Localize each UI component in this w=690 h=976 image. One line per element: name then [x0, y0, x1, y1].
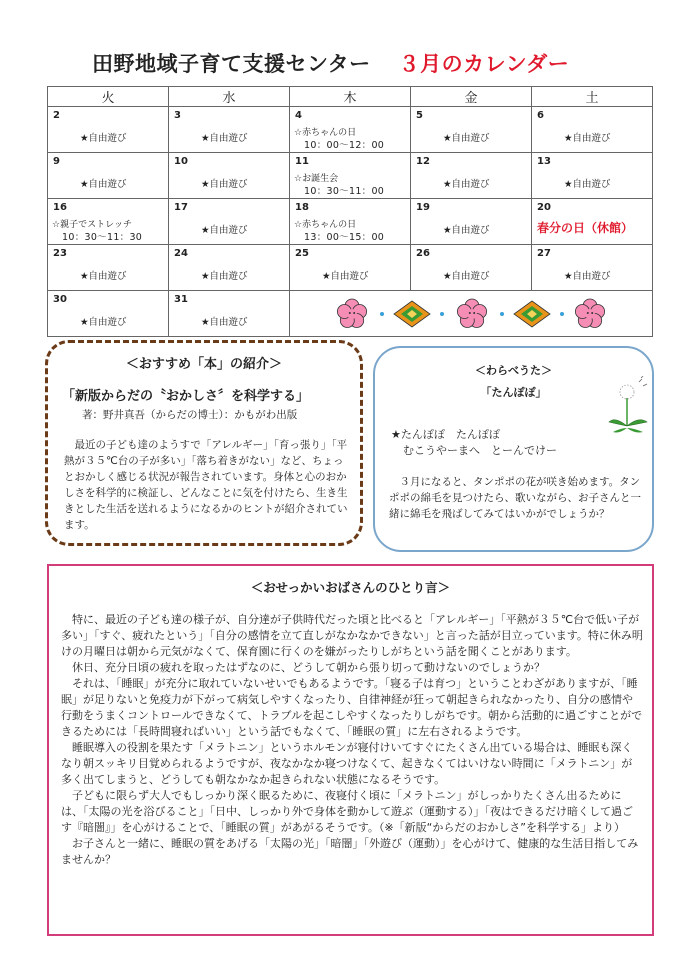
day-number: 25: [295, 248, 309, 259]
flower-icon: [575, 299, 604, 328]
day-number: 31: [174, 294, 188, 305]
diamond-icon: [514, 301, 550, 327]
calendar-day: [532, 153, 653, 199]
calendar-week: [48, 107, 653, 153]
calendar-day: [290, 199, 411, 245]
calendar-day: [411, 199, 532, 245]
weekday-thu: 木: [290, 87, 411, 107]
day-number: 18: [295, 202, 309, 213]
day-number: 23: [53, 248, 67, 259]
day-number: 9: [53, 156, 60, 167]
paragraph: お子さんと一緒に、睡眠の質をあげる「太陽の光」「暗闇」「外遊び（運動）」を心がけて、健康的な生活目指してみませんか？: [61, 837, 639, 866]
day-number: 2: [53, 110, 60, 121]
day-number: 16: [53, 202, 67, 213]
paragraph: 睡眠導入の役割を果たす「メラトニン」というホルモンが寝付けいてすぐにたくさん出ている場合は、睡眠も深くなり朝スッキリ目覚められるようですが、夜なかなか寝つけなくて、起きなくてはいけない時間に「メラトニン」が多く出てしまうと、どうしても朝なかなか起きられない状態になるそうです。: [61, 741, 633, 786]
warabeuta-box: [373, 346, 654, 552]
day-number: 24: [174, 248, 188, 259]
osekkai-box: [47, 564, 654, 936]
calendar-day: [532, 245, 653, 291]
day-number: 11: [295, 156, 309, 167]
day-number: 30: [53, 294, 67, 305]
calendar-day: [411, 153, 532, 199]
day-event: ★自由遊び: [201, 271, 248, 282]
dot-icon: [500, 312, 504, 316]
calendar-day: [169, 245, 290, 291]
day-number: 4: [295, 110, 302, 121]
event-time: 10：30～11：00: [304, 186, 385, 197]
calendar-table: [47, 86, 653, 337]
day-event: ★自由遊び: [201, 317, 248, 328]
book-author: 著：野井真吾（からだの博士）：かもがわ出版: [82, 409, 298, 421]
paragraph: 特に、最近の子ども達の様子が、自分達が子供時代だった頃と比べると「アレルギー」「平熱が３５℃台で低い子が多い」「すぐ、疲れたという」「自分の感情を立て直しがなかなかできない」と言った話が目立っています。特に休み明けの月曜日は朝から元気がなくて、保育園に行くのを嫌がったりしがちという話を聞くことがあります。: [61, 613, 643, 658]
center-name: 田野地域子育て支援センター: [92, 52, 371, 76]
day-event: ★自由遊び: [80, 317, 127, 328]
day-number: 19: [416, 202, 430, 213]
day-number: 17: [174, 202, 188, 213]
calendar-day: [48, 153, 169, 199]
calendar-week: [48, 199, 653, 245]
day-event: ★自由遊び: [564, 179, 611, 190]
calendar-day: [169, 291, 290, 337]
weekday-row: [48, 87, 653, 107]
day-event: ★自由遊び: [80, 133, 127, 144]
day-number: 12: [416, 156, 430, 167]
diamond-icon: [394, 301, 430, 327]
calendar-week: [48, 291, 653, 337]
day-event: ★自由遊び: [564, 271, 611, 282]
calendar-day: [169, 153, 290, 199]
special-event: ☆お誕生会: [294, 174, 339, 184]
special-event: ☆赤ちゃんの日: [294, 220, 357, 230]
calendar-day: [169, 107, 290, 153]
calendar-day: [532, 107, 653, 153]
day-number: 3: [174, 110, 181, 121]
calendar-day: [290, 153, 411, 199]
flower-icon: [457, 299, 486, 328]
calendar-day: [48, 245, 169, 291]
day-event: ★自由遊び: [201, 225, 248, 236]
day-event: ★自由遊び: [443, 225, 490, 236]
day-number: 20: [537, 202, 551, 213]
osekkai-body: [61, 612, 643, 868]
day-event: ★自由遊び: [564, 133, 611, 144]
day-number: 26: [416, 248, 430, 259]
dandelion-icon: [603, 376, 653, 438]
day-event: ★自由遊び: [443, 179, 490, 190]
day-number: 6: [537, 110, 544, 121]
calendar-week: [48, 245, 653, 291]
calendar-day: [532, 199, 653, 245]
lyric-line-2: むこうやーまへ とーんでけー: [403, 444, 557, 457]
calendar-week: [48, 153, 653, 199]
day-event: ★自由遊び: [322, 271, 369, 282]
day-number: 10: [174, 156, 188, 167]
calendar-day: [290, 245, 411, 291]
warabeuta-description: ３月になると、タンポポの花が咲き始めます。タンポポの綿毛を見つけたら、歌いながら、お子さんと一緒に綿毛を飛ばしてみてはいかがでしょうか？: [389, 476, 641, 520]
special-event: ☆赤ちゃんの日: [294, 128, 357, 138]
osekkai-heading: ＜おせっかいおばさんのひとり言＞: [250, 580, 451, 595]
paragraph: 休日、充分日頃の疲れを取ったはずなのに、どうして朝から張り切って動けないのでしょうか？: [72, 661, 545, 674]
lyric-line-1: ★たんぽぽ たんぽぽ: [391, 428, 500, 441]
dot-icon: [380, 312, 384, 316]
flower-icon: [337, 299, 366, 328]
special-event: ☆親子でストレッチ: [52, 220, 132, 230]
decoration-cell: [290, 291, 653, 337]
page-title: [92, 48, 612, 76]
event-time: 13：00～15：00: [304, 232, 385, 243]
day-number: 27: [537, 248, 551, 259]
day-event: ★自由遊び: [80, 179, 127, 190]
day-number: 5: [416, 110, 423, 121]
day-number: 13: [537, 156, 551, 167]
dot-icon: [440, 312, 444, 316]
book-heading: ＜おすすめ「本」の紹介＞: [125, 357, 283, 372]
book-title: 「新版からだの〝おかしさ〞を科学する」: [62, 389, 310, 404]
calendar-day: [48, 199, 169, 245]
month-title: ３月のカレンダー: [398, 52, 570, 76]
warabeuta-heading: ＜わらべうた＞: [475, 364, 552, 377]
calendar-day: [290, 107, 411, 153]
event-time: 10：30～11：30: [62, 232, 143, 243]
paragraph: 子どもに限らず大人でもしっかり深く眠るために、夜寝付く頃に「メラトニン」がしっかりたくさん出るためには、「太陽の光を浴びること」「日中、しっかり外で身体を動かして遊ぶ（運動する）」「夜はできるだけ暗くして過ごす『暗闇』」を心がけることで、「睡眠の質」があがるそうです。（※「新版“からだのおかしさ”を科学する」より）: [61, 789, 633, 834]
day-event: ★自由遊び: [201, 133, 248, 144]
day-event: ★自由遊び: [201, 179, 248, 190]
calendar-day: [169, 199, 290, 245]
weekday-tue: 火: [48, 87, 169, 107]
day-event: ★自由遊び: [80, 271, 127, 282]
day-event: ★自由遊び: [443, 271, 490, 282]
book-recommendation-box: [45, 340, 363, 546]
weekday-sat: 土: [532, 87, 653, 107]
calendar-day: [411, 245, 532, 291]
calendar-day: [48, 291, 169, 337]
dot-icon: [560, 312, 564, 316]
holiday-label: 春分の日（休館）: [537, 221, 634, 235]
book-description: 最近の子ども達のようすで「アレルギー」「育っ張り」「平熱が３５℃台の子が多い」「落ち着きがない」など、ちょっとおかしく感じる状況が報告されています。身体と心のおかしさを科学的に検証し、どんなことに気を付けたら、生き生きとした生活を送れるようになるかのヒントが紹介されています。: [64, 439, 348, 531]
day-event: ★自由遊び: [443, 133, 490, 144]
paragraph: それは、「睡眠」が充分に取れていないせいでもあるようです。「寝る子は育つ」ということわざがありますが、「睡眠」が足りないと免疫力が下がって病気しやすくなったり、自律神経が狂って朝起きられなかったり、自分の感情や行動をうまくコントロールできなくて、トラブルを起こしやすくなったりしがちです。朝から活動的に過ごすことができるためには「長時間寝ればいい」という話でもなくて、「睡眠の質」に左右されるようです。: [61, 677, 643, 738]
calendar-day: [48, 107, 169, 153]
event-time: 10：00～12：00: [304, 140, 385, 151]
weekday-fri: 金: [411, 87, 532, 107]
calendar-day: [411, 107, 532, 153]
weekday-wed: 水: [169, 87, 290, 107]
decoration-strip: [290, 297, 640, 331]
song-title: 「たんぽぽ」: [480, 386, 547, 399]
